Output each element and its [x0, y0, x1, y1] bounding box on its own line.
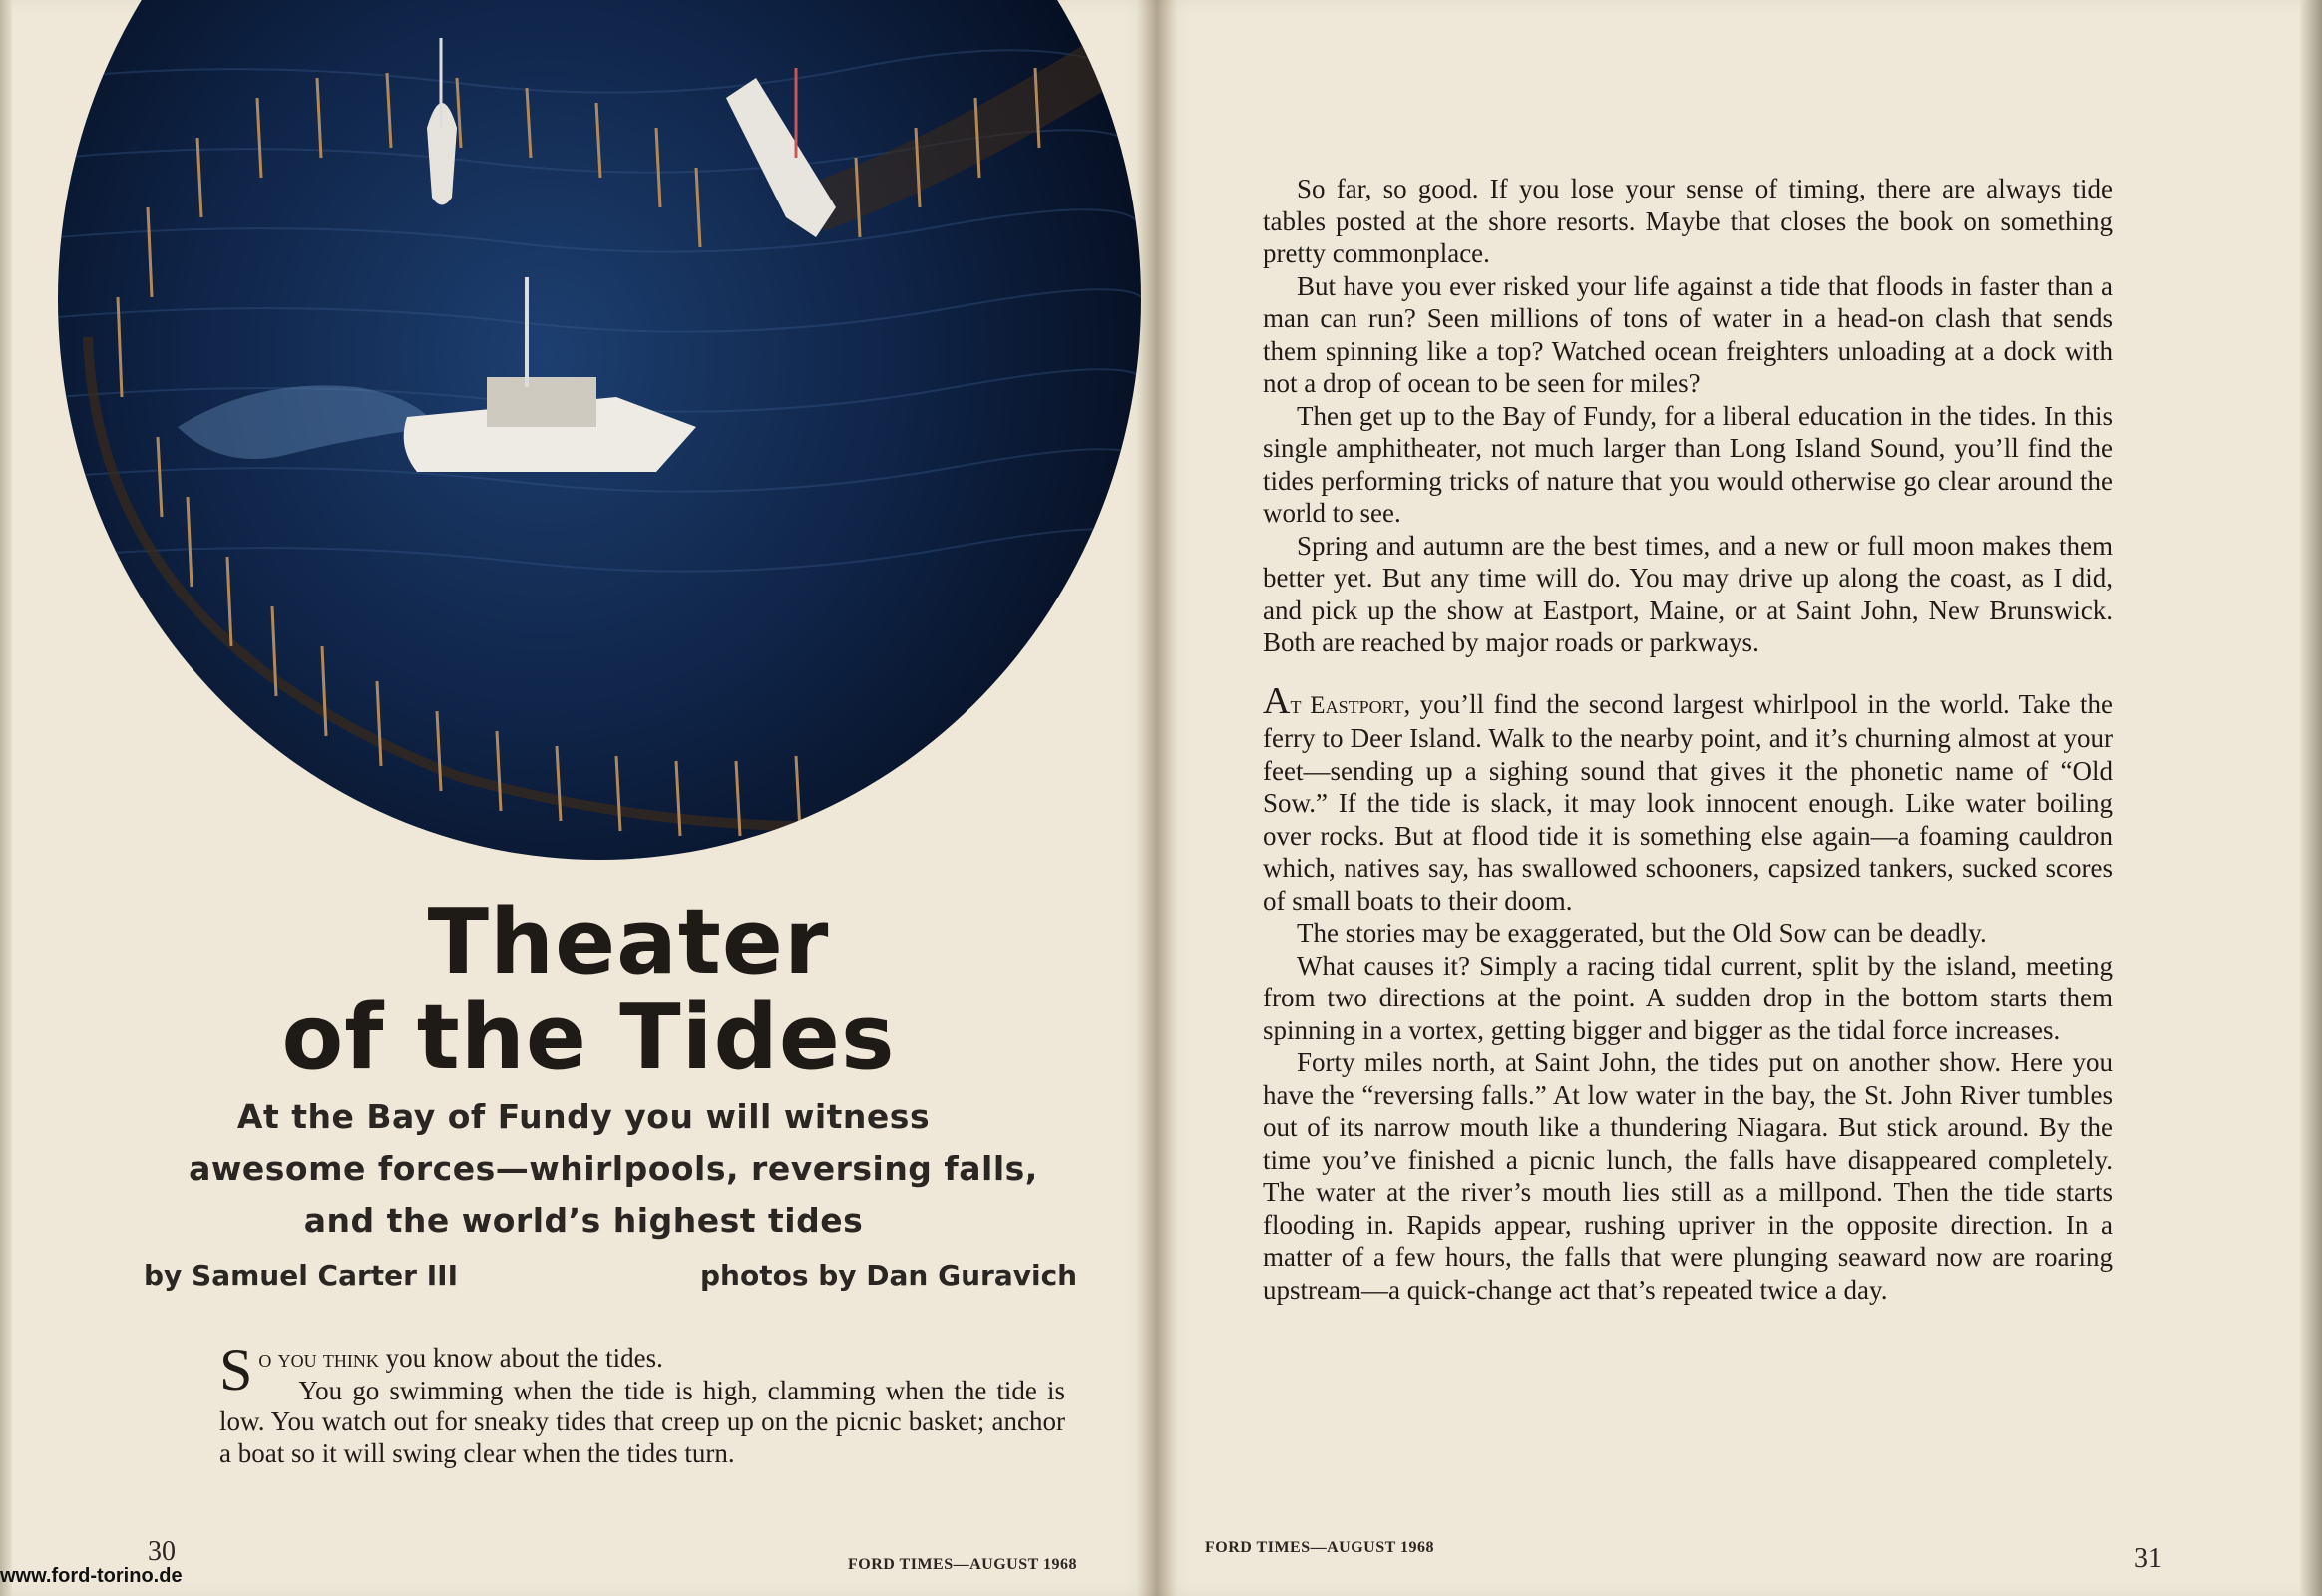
watermark-url: www.ford-torino.de [0, 1565, 183, 1587]
right-paragraph-7: What causes it? Simply a racing tidal current, split by the island, meeting from two directions at the point. A sudden drop in the bottom starts them spinning in a vortex, getting bigger and bigger as the tidal force increases. [1263, 950, 2113, 1045]
left-page-edge [0, 0, 12, 1596]
left-paragraph-1 [219, 1337, 1065, 1402]
right-paragraph-8: Forty miles north, at Saint John, the tides put on another show. Here you have the “reversing falls.” At low water in the bay, the St. John River tumbles out of its narrow mouth like a thundering Niagara. But stick around. By the time you’ve finished a picnic lunch, the falls have disappeared completely. The water at the river’s mouth lies still as a millpond. Then the tide starts flooding in. Rapids appear, rushing upriver in the opposite direction. In a matter of a few hours, the falls that were plunging seaward now are roaring upstream—a quick-change act that’s repeated twice a day. [1263, 1047, 2113, 1305]
right-body-text [1263, 173, 2113, 1306]
article-title-line1: Theater [427, 890, 830, 995]
deck-line1: At the Bay of Fundy you will witness [236, 1097, 931, 1136]
left-body-text [219, 1337, 1065, 1469]
right-page-edge [2300, 0, 2322, 1596]
lead-text: you know about the tides. [378, 1343, 663, 1373]
drop-cap: S [219, 1337, 253, 1402]
deck-line2: awesome forces—whirlpools, reversing falls, [189, 1149, 1038, 1188]
article-photo [58, 0, 1141, 860]
right-paragraph-4: Spring and autumn are the best times, and a new or full moon makes them better yet. But any time will do. You may drive up along the coast, as I did, and pick up the show at Eastport, Maine, or at Saint John, New Brunswick. Both are reached by major roads or parkways. [1263, 530, 2113, 657]
lead-small-caps: o you think [258, 1346, 379, 1373]
section-small-caps: t Eastport [1290, 691, 1404, 719]
book-gutter [1137, 0, 1177, 1596]
article-title-line2: of the Tides [281, 986, 896, 1090]
footer-left: FORD TIMES—AUGUST 1968 [848, 1556, 1077, 1573]
section-text: , you’ll find the second largest whirlpool in the world. Take the ferry to Deer Island. Walk to the nearby point, and it’s churning almost at your feet—sending up a sighing sound that gives it the phonetic name of “Old Sow.” If the tide is slack, it may look innocent enough. Like water boiling over rocks. But at flood tide it is something else again—a foaming cauldron which, natives say, has swallowed schooners, capsized tankers, sucked scores of small boats to their doom. [1263, 688, 2114, 916]
photo-credit: photos by Dan Guravich [700, 1259, 1078, 1292]
author-byline: by Samuel Carter III [144, 1259, 458, 1292]
right-paragraph-2: But have you ever risked your life against a tide that floods in faster than a man can run? Seen millions of tons of water in a head-on clash that sends them spinning like a top? Watched ocean freighters unloading at a dock with not a drop of ocean to be seen for miles? [1263, 270, 2113, 398]
left-paragraph-2: You go swimming when the tide is high, clamming when the tide is low. You watch out for sneaky tides that creep up on the picnic basket; anchor a boat so it will swing clear when the tides turn. [219, 1375, 1065, 1468]
page-number-right: 31 [2134, 1543, 2162, 1574]
right-paragraph-5 [1263, 679, 2114, 918]
right-paragraph-6: The stories may be exaggerated, but the Old Sow can be deadly. [1297, 918, 1987, 948]
footer-right: FORD TIMES—AUGUST 1968 [1205, 1539, 1434, 1556]
right-paragraph-3: Then get up to the Bay of Fundy, for a liberal education in the tides. In this single amphitheater, not much larger than Long Island Sound, you’ll find the tides performing tricks of nature that you would otherwise go clear around the world to see. [1263, 400, 2113, 528]
right-paragraph-1: So far, so good. If you lose your sense of timing, there are always tide tables posted at the shore resorts. Maybe that closes the book on something pretty commonplace. [1263, 174, 2113, 268]
section-cap: A [1263, 679, 1291, 722]
page-number-left: 30 [148, 1536, 176, 1567]
deck-line3: and the world’s highest tides [303, 1201, 864, 1240]
